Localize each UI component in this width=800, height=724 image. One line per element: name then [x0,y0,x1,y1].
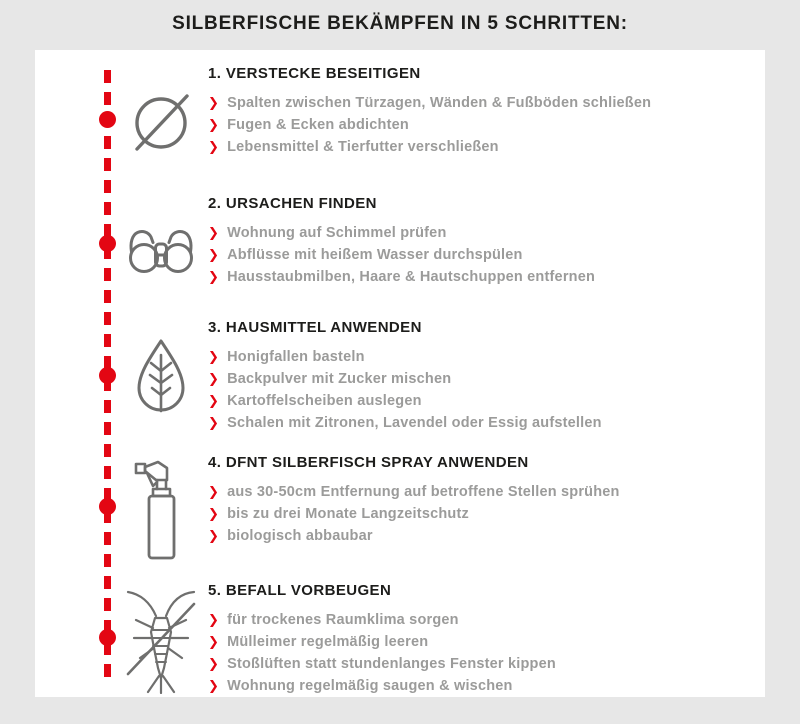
bullet-item [208,503,753,525]
prohibition-icon [128,89,194,155]
bullet-item [208,631,753,653]
step-4-text [208,455,753,547]
content-card [35,50,765,697]
step-1-text [208,66,753,158]
bullet-text: Backpulver mit Zucker mischen [227,371,452,387]
bullet-item [208,525,753,547]
bullet-item [208,675,753,697]
bullet-text: Hausstaubmilben, Haare & Hautschuppen entfernen [227,269,596,285]
step-title: 3. HAUSMITTEL ANWENDEN [208,319,422,336]
step-bullets [208,222,753,288]
bullet-text: Stoßlüften statt stundenlanges Fenster kippen [227,656,556,672]
step-2-ursachen-finden [35,196,765,288]
chevron-bullet-icon: ❯ [208,528,220,543]
step-title: 5. BEFALL VORBEUGEN [208,582,392,599]
page-title: SILBERFISCHE BEKÄMPFEN IN 5 SCHRITTEN: [172,13,628,34]
spray-bottle-icon [132,458,190,564]
bullet-text: Spalten zwischen Türzagen, Wänden & Fußböden schließen [227,95,652,111]
step-title: 2. URSACHEN FINDEN [208,195,377,212]
chevron-bullet-icon: ❯ [208,678,220,693]
bullet-item [208,114,753,136]
step-title: 1. VERSTECKE BESEITIGEN [208,65,421,82]
leaf-icon [132,337,190,419]
bullet-text: Fugen & Ecken abdichten [227,117,409,133]
bullet-item [208,222,753,244]
bullet-item [208,244,753,266]
step-bullets [208,92,753,158]
bullet-text: Mülleimer regelmäßig leeren [227,634,429,650]
step-3-text [208,320,753,434]
step-title: 4. DFNT SILBERFISCH SPRAY ANWENDEN [208,454,529,471]
bullet-text: aus 30-50cm Entfernung auf betroffene Stellen sprühen [227,484,620,500]
bullet-item [208,653,753,675]
crossed-silverfish-icon [122,586,200,694]
chevron-bullet-icon: ❯ [208,139,220,154]
chevron-bullet-icon: ❯ [208,415,220,430]
step-3-hausmittel-anwenden [35,320,765,434]
bullet-text: Schalen mit Zitronen, Lavendel oder Essig aufstellen [227,415,602,431]
step-bullets [208,481,753,547]
chevron-bullet-icon: ❯ [208,247,220,262]
bullet-item [208,412,753,434]
chevron-bullet-icon: ❯ [208,634,220,649]
bullet-text: biologisch abbaubar [227,528,373,544]
chevron-bullet-icon: ❯ [208,117,220,132]
bullet-text: Wohnung auf Schimmel prüfen [227,225,447,241]
binoculars-icon [124,216,198,278]
step-1-versteck e-beseitigen [35,66,765,158]
chevron-bullet-icon: ❯ [208,506,220,521]
bullet-item [208,136,753,158]
bullet-item [208,266,753,288]
step-4-spray-anwenden [35,455,765,547]
chevron-bullet-icon: ❯ [208,349,220,364]
chevron-bullet-icon: ❯ [208,656,220,671]
bullet-text: für trockenes Raumklima sorgen [227,612,459,628]
bullet-item [208,346,753,368]
bullet-text: Wohnung regelmäßig saugen & wischen [227,678,513,694]
bullet-text: Abflüsse mit heißem Wasser durchspülen [227,247,523,263]
chevron-bullet-icon: ❯ [208,393,220,408]
bullet-item [208,609,753,631]
chevron-bullet-icon: ❯ [208,612,220,627]
bullet-text: Lebensmittel & Tierfutter verschließen [227,139,499,155]
bullet-item [208,390,753,412]
chevron-bullet-icon: ❯ [208,225,220,240]
step-5-text [208,583,753,697]
chevron-bullet-icon: ❯ [208,269,220,284]
bullet-item [208,92,753,114]
step-2-text [208,196,753,288]
chevron-bullet-icon: ❯ [208,484,220,499]
step-bullets [208,346,753,434]
step-5-befall-vorbeugen [35,583,765,697]
step-bullets [208,609,753,697]
bullet-item [208,481,753,503]
bullet-item [208,368,753,390]
chevron-bullet-icon: ❯ [208,95,220,110]
bullet-text: Kartoffelscheiben auslegen [227,393,422,409]
bullet-text: bis zu drei Monate Langzeitschutz [227,506,469,522]
chevron-bullet-icon: ❯ [208,371,220,386]
bullet-text: Honigfallen basteln [227,349,365,365]
